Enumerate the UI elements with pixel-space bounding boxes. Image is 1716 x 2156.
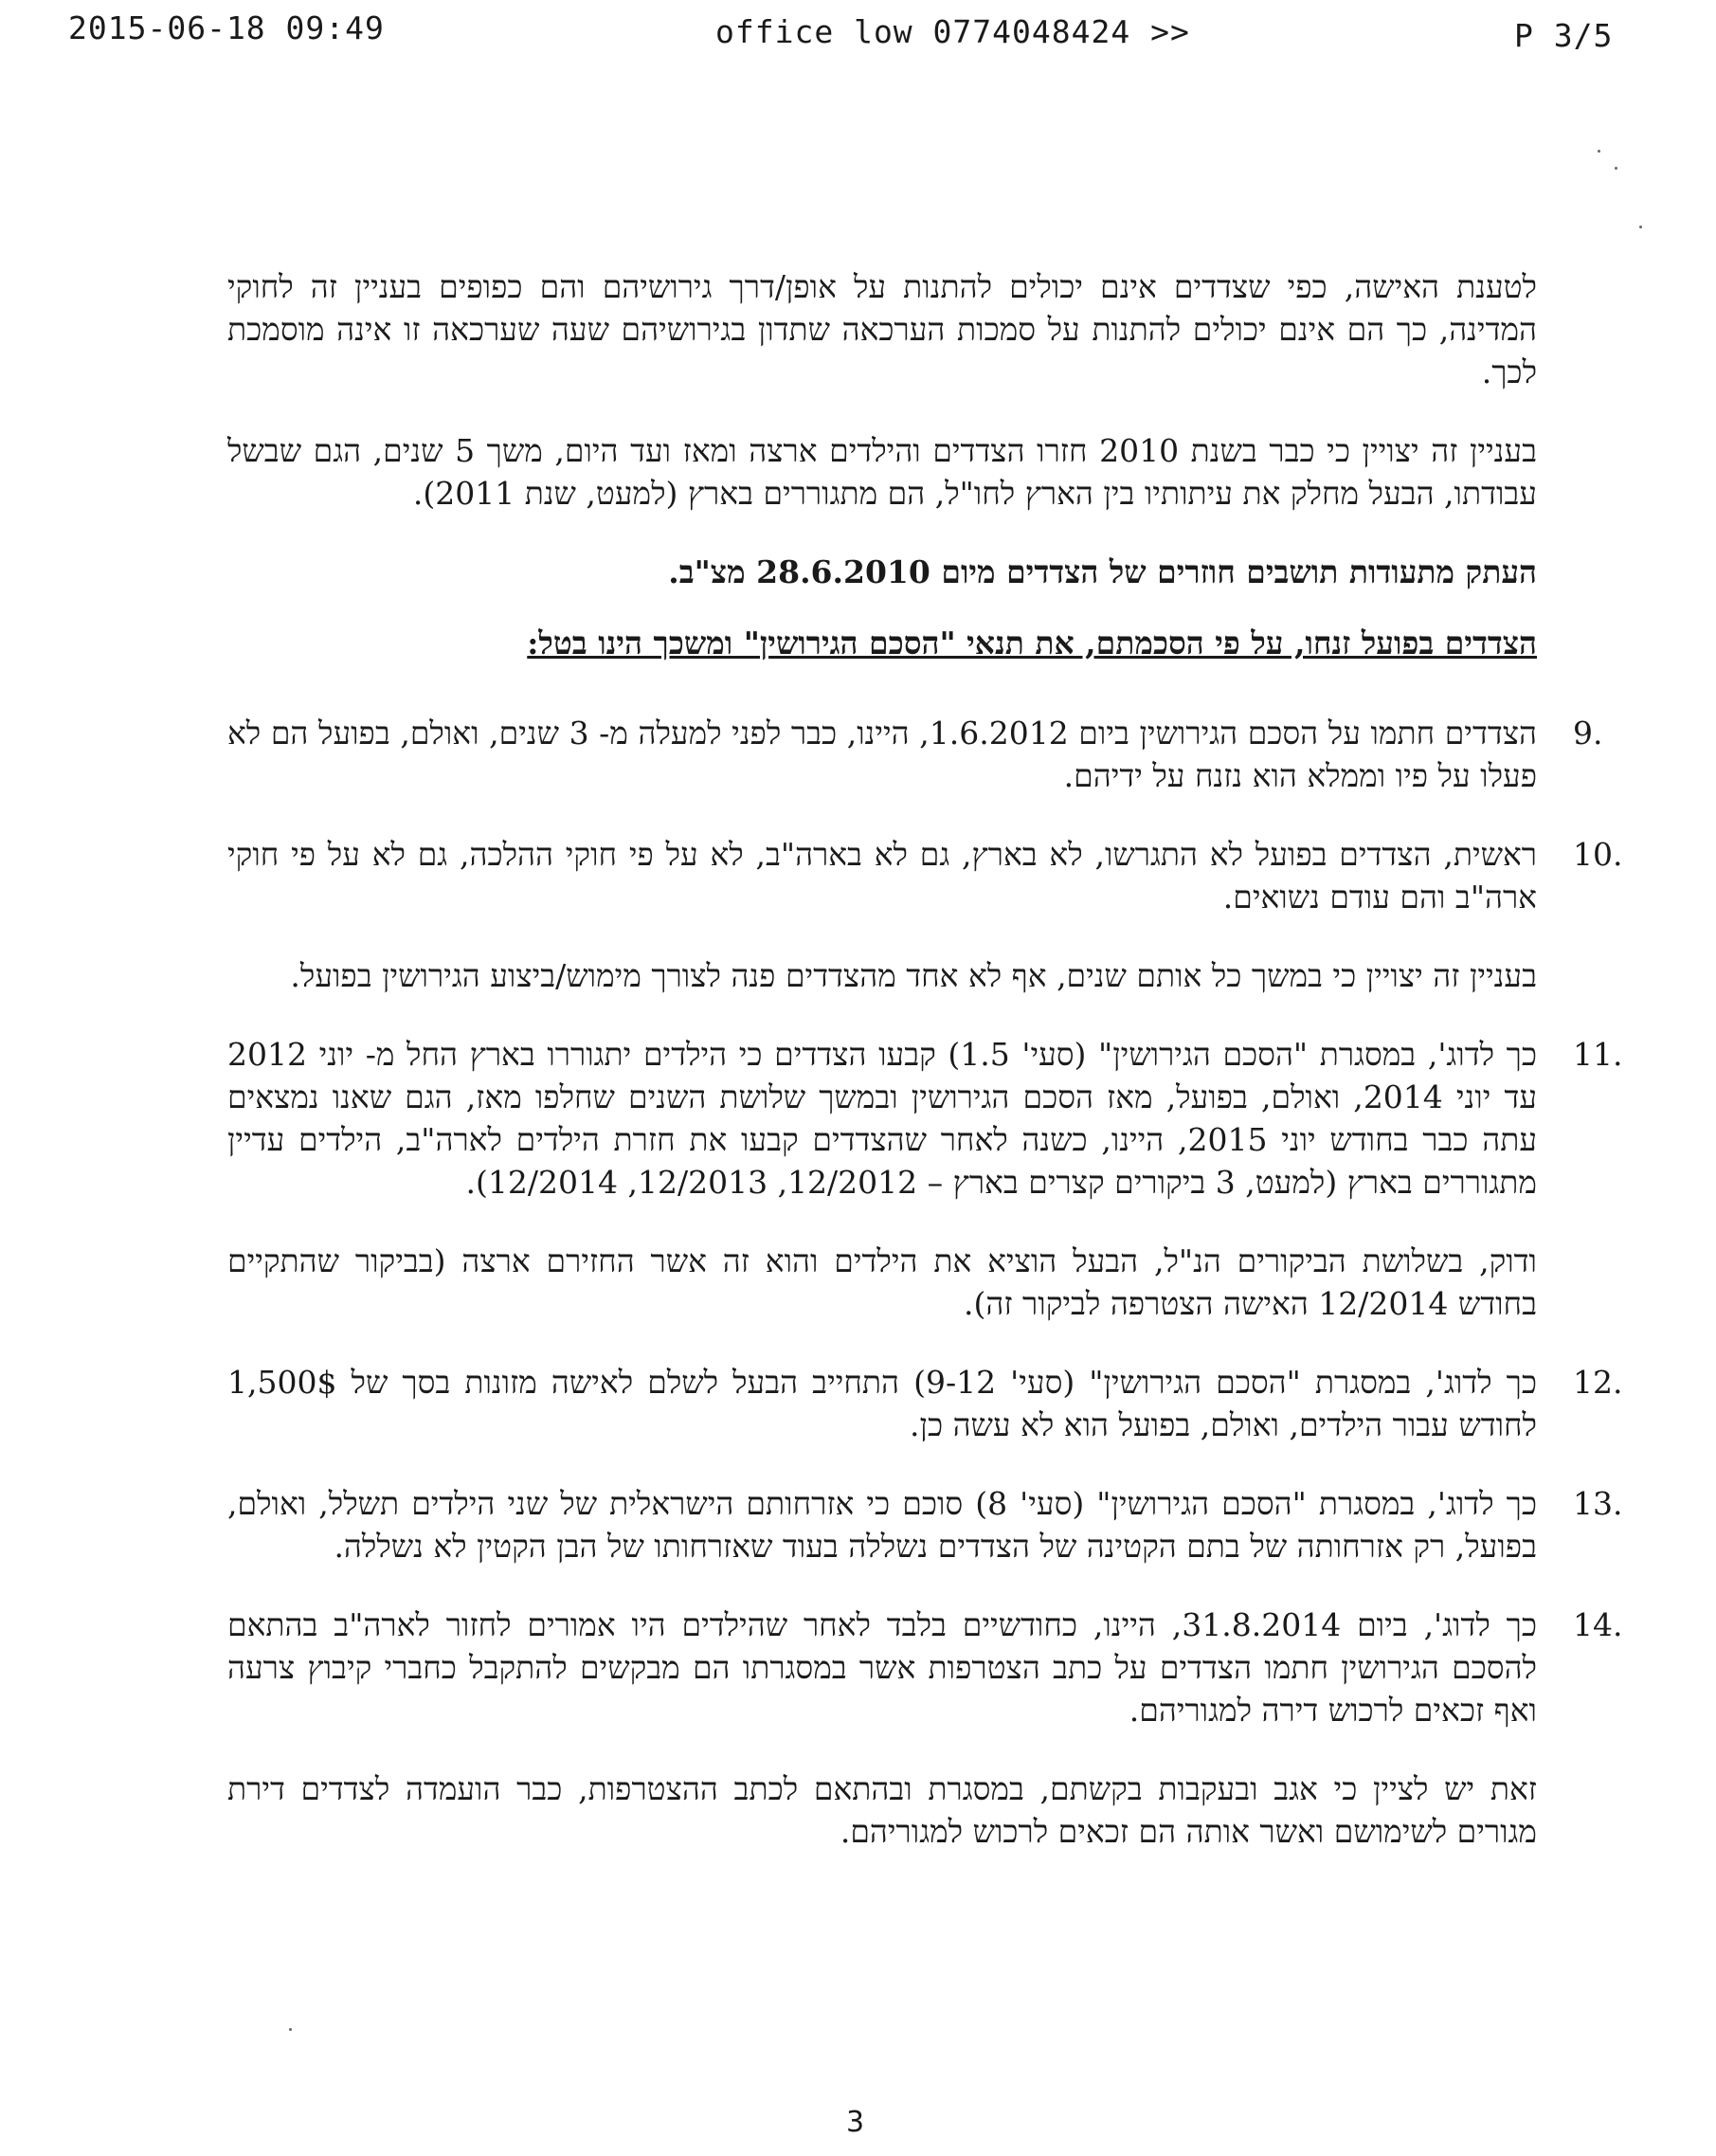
document-body	[227, 265, 1623, 1889]
scan-speck	[289, 2028, 292, 2031]
numbered-item-13	[227, 1482, 1623, 1567]
item-14-subparagraph: זאת יש לציין כי אגב ובעקבות בקשתם, במסגרת ובהתאם לכתב ההצטרפות, כבר הועמדה לצדדים דירת מגורים לשימושם ואשר אותה הם זכאים לרכוש למגוריהם.	[227, 1770, 1537, 1850]
numbered-item-12	[227, 1361, 1623, 1446]
scan-speck	[1639, 226, 1642, 228]
scan-speck	[1615, 167, 1617, 170]
scan-speck	[1598, 150, 1600, 153]
fax-datetime: 2015-06-18 09:49	[68, 9, 385, 46]
numbered-item-9	[227, 712, 1603, 797]
numbered-item-10	[227, 833, 1623, 918]
item-text: הצדדים חתמו על הסכם הגירושין ביום 1.6.2012, היינו, כבר לפני למעלה מ- 3 שנים, ואולם, בפועל הם לא פעלו על פיו וממלא הוא נזנח על ידיהם.	[227, 715, 1537, 794]
fax-sender: office low 0774048424 >>	[715, 13, 1190, 50]
fax-page-indicator: P 3/5	[1514, 17, 1614, 54]
item-number: 14.	[1573, 1606, 1623, 1643]
item-text: כך לדוג', במסגרת "הסכם הגירושין" (סעי' 9-12) התחייב הבעל לשלם לאישה מזונות בסך של 1,500$ לחודש עבור הילדים, ואולם, בפועל הוא לא עשה כן.	[227, 1364, 1537, 1443]
item-number: 13.	[1573, 1485, 1623, 1522]
page-number: 3	[846, 2106, 865, 2139]
fax-header	[0, 6, 1716, 53]
item-number: 9.	[1573, 715, 1603, 752]
item-number: 11.	[1573, 1036, 1623, 1073]
item-number: 12.	[1573, 1364, 1623, 1401]
numbered-item-11	[227, 1033, 1623, 1204]
item-text: ראשית, הצדדים בפועל לא התגרשו, לא בארץ, גם לא בארה"ב, לא על פי חוקי ההלכה, גם לא על פי חוקי ארה"ב והם עודם נשואים.	[227, 836, 1537, 915]
item-text: כך לדוג', במסגרת "הסכם הגירושין" (סעי' 8) סוכם כי אזרחותם הישראלית של שני הילדים תשלל, ואולם, בפועל, רק אזרחותה של בתם הקטינה של הצדדים נשללה בעוד שאזרחותו של הבן הקטין לא נשללה.	[227, 1485, 1537, 1565]
item-text: כך לדוג', ביום 31.8.2014, היינו, כחודשיים בלבד לאחר שהילדים היו אמורים לחזור לארה"ב בהתאם להסכם הגירושין חתמו הצדדים על כתב הצטרפות אשר במסגרתו הם מבקשים להתקבל כחברי קיבוץ צרעה ואף זכאים לרכוש דירה למגוריהם.	[227, 1606, 1537, 1729]
item-text: כך לדוג', במסגרת "הסכם הגירושין" (סעי' 1.5) קבעו הצדדים כי הילדים יתגוררו בארץ החל מ- יוני 2012 עד יוני 2014, ואולם, בפועל, מאז הסכם הגירושין ובמשך שלושת השנים שחלפו מאז, הגם שאנו נמצאים עתה כבר בחודש יוני 2015, היינו, כשנה לאחר שהצדדים קבעו את חזרת הילדים לארה"ב, הילדים עדיין מתגוררים בארץ (למעט, 3 ביקורים קצרים בארץ – 12/2012, 12/2013, 12/2014).	[227, 1036, 1538, 1201]
item-number: 10.	[1573, 836, 1623, 873]
numbered-item-14	[227, 1603, 1623, 1731]
paragraph-attachment-note: העתק מתעודות תושבים חוזרים של הצדדים מיום 28.6.2010 מצ"ב.	[668, 553, 1537, 590]
item-10-subparagraph: בעניין זה יצויין כי במשך כל אותם שנים, אף לא אחד מהצדדים פנה לצורך מימוש/ביצוע הגירושין בפועל.	[290, 957, 1537, 994]
section-heading: הצדדים בפועל זנחו, על פי הסכמתם, את תנאי "הסכם הגירושין" ומשכך הינו בטל:	[527, 625, 1537, 661]
item-11-subparagraph: ודוק, בשלושת הביקורים הנ"ל, הבעל הוציא את הילדים והוא זה אשר החזירם ארצה (בביקור שהתקיים בחודש 12/2014 האישה הצטרפה לביקור זה).	[227, 1242, 1537, 1322]
paragraph-claim: לטענת האישה, כפי שצדדים אינם יכולים להתנות על אופן/דרך גירושיהם והם כפופים בעניין זה לחוקי המדינה, כך הם אינם יכולים להתנות על סמכות הערכאה שתדון בגירושיהם שעה שערכאה זו אינה מוסמכת לכך.	[227, 268, 1537, 390]
paragraph-residence: בעניין זה יצויין כי כבר בשנת 2010 חזרו הצדדים והילדים ארצה ומאז ועד היום, משך 5 שנים, הגם שבשל עבודתו, הבעל מחלק את עיתותיו בין הארץ לחו"ל, הם מתגוררים בארץ (למעט, שנת 2011).	[227, 432, 1537, 512]
